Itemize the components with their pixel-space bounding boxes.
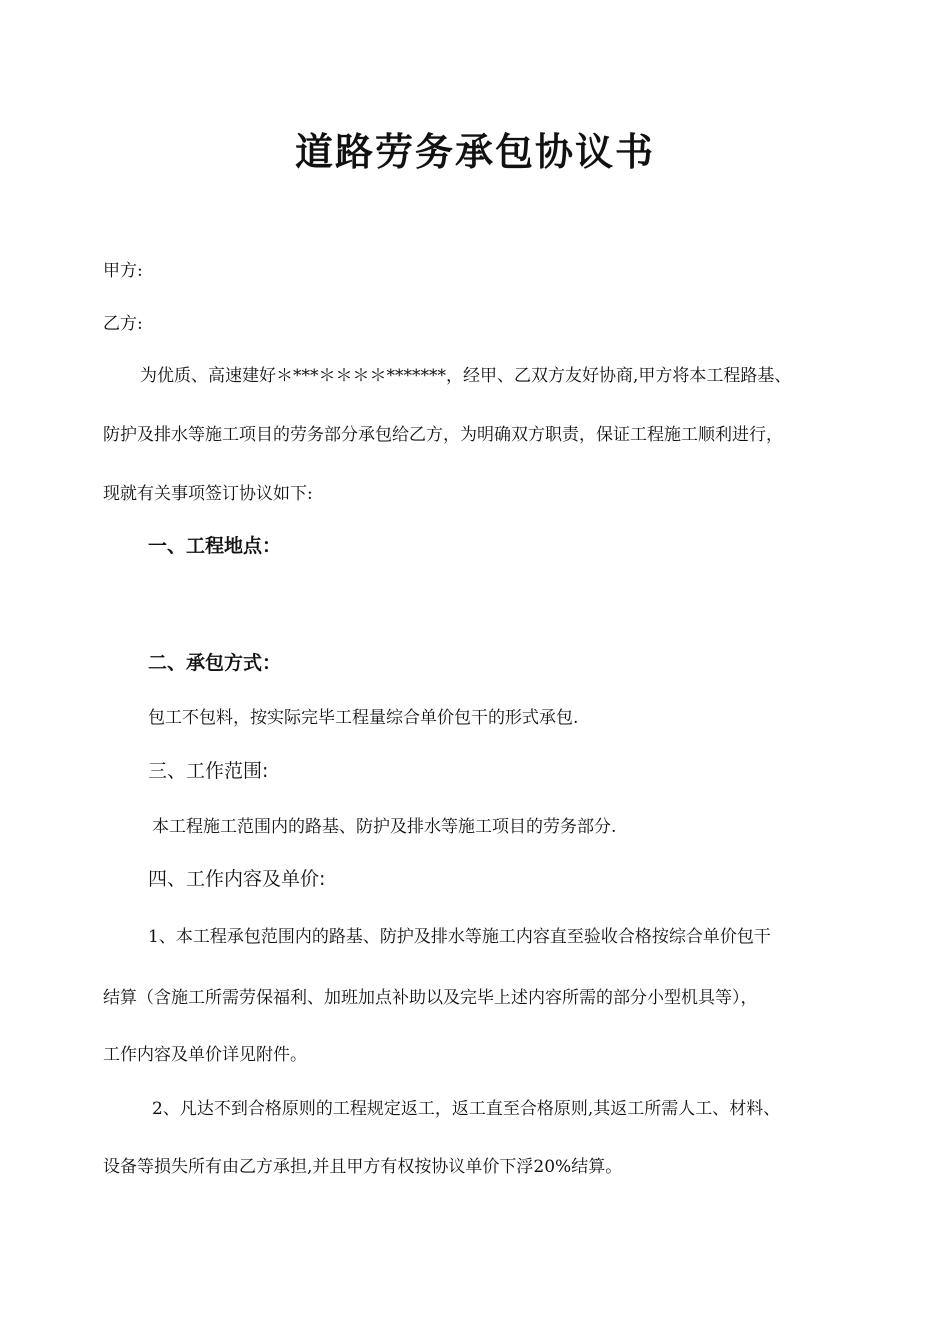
section-4-item-2-line-1: 2、凡达不到合格原则的工程规定返工，返工直至合格原则,其返工所需人工、材料、: [152, 1099, 781, 1119]
section-4-heading: 四、工作内容及单价:: [148, 868, 326, 890]
intro-line-3: 现就有关事项签订协议如下:: [103, 484, 313, 504]
section-3-heading: 三、工作范围:: [148, 760, 269, 782]
document-title: 道路劳务承包协议书: [294, 130, 655, 174]
section-4-item-2-line-2: 设备等损失所有由乙方承担,并且甲方有权按协议单价下浮20%结算。: [103, 1157, 623, 1177]
intro-line-2: 防护及排水等施工项目的劳务部分承包给乙方，为明确双方职责，保证工程施工顺利进行，: [103, 425, 783, 445]
party-b-label: 乙方:: [103, 314, 143, 334]
section-4-item-1-line-2: 结算（含施工所需劳保福利、加班加点补助以及完毕上述内容所需的部分小型机具等），: [103, 988, 758, 1008]
section-3-body: 本工程施工范围内的路基、防护及排水等施工项目的劳务部分.: [152, 817, 617, 837]
party-a-label: 甲方:: [103, 261, 143, 281]
section-2-heading: 二、承包方式：: [148, 652, 282, 674]
section-2-body: 包工不包料，按实际完毕工程量综合单价包干的形式承包.: [148, 708, 579, 728]
section-1-heading: 一、工程地点：: [148, 535, 282, 557]
section-4-item-1-line-3: 工作内容及单价详见附件。: [103, 1045, 307, 1065]
section-4-item-1-line-1: 1、本工程承包范围内的路基、防护及排水等施工内容直至验收合格按综合单价包干: [148, 927, 771, 947]
intro-line-1: 为优质、高速建好＊***＊＊＊＊*******，经甲、乙双方友好协商,甲方将本工程路基、: [140, 366, 792, 386]
